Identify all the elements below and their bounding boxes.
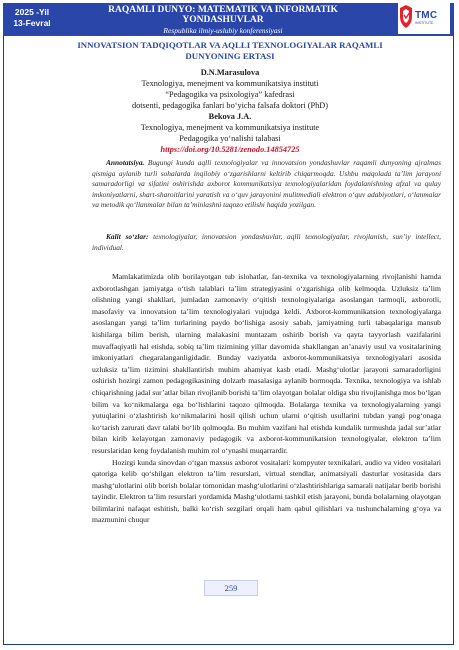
paper-title-line1: INNOVATSION TADQIQOTLAR VA AQLLI TEXNOLOGIYALAR RAQAMLI (77, 40, 383, 50)
conference-title (63, 5, 383, 25)
abstract (92, 158, 441, 211)
date-year: 2025 -Yil (14, 7, 50, 17)
article-body (92, 271, 441, 526)
abstract-label: Annotatsiya. (106, 158, 145, 167)
conference-date (7, 7, 57, 29)
abstract-text: Bugungi kunda aqlli texnologiyalar va innovatsion yondashuvlar raqamli dunyoning ajralmas qismiga aylanib turli sohalarda inqilobiy o‘zgarishlarni keltirib chiqarmoqda. Ushbu maqolada ta’lim jarayoni samaradorligi va sifatini oshirishda axborot kommunikatsiya texnologiyalaridan foydalanishning afzal va qulay imkoniyatlarni, shart-sharoitlarini yaratish va o‘quv jarayonini mulitmediali elektron o‘quv adabiyotlari, o‘lanmalar va metodik qo‘llanmalar bilan ta’minlashni taqozo etilishi haqida yozilgan. (92, 158, 441, 209)
body-paragraph-2: Hozirgi kunda sinovdan o‘tgan maxsus axborot vositalari: kompyuter texnikalari, audio va video vositalari qatoriga kelib qo‘shilgan elektron ta’lim resurslari, virtual stendlar, animatsiyali dasturlar vositasida dars mashg‘ulotlarini olib borish bolalar tomonidan mashg‘ulotlarini o‘zlashtirishlariga samarali natijalar berib borishi tayindir. Elektron ta’lim resurslari yordamida Mashg‘ulotlarni tashkil etish jarayoni, bunda bolalarning olayotgan bilimlarini nafaqat eshitish, balki ko‘rish sezgilari orqali ham qabul qilishlari va tushunchalarning g‘oya va mazmunini chuqur (92, 457, 441, 525)
author1-affiliation1: Texnologiya, menejment va kommunikatsiya instituti (141, 79, 319, 88)
author2-affiliation2: Pedagogika yo‘nalishi talabasi (179, 134, 281, 143)
conference-header (3, 3, 454, 36)
body-paragraph-1: Mamlakatimizda olib borilayotgan tub islohatlar, fan-texnika va texnologiyalarning rivojlanishi hamda axborotlashgan jamiyatga o‘tish talablari ta’lim strategiyasini o‘zgarishiga olib kelmoqda. Uzluksiz ta’lim olishning yangi shakllari, jumladan zamonaviy o‘qitish texnologiyalariga asoslangan tarmoqli, axborotli, masofaviy va innovatsion ta’lim texnologiyalari vujudga keldi. Axborot-kommunikatsion texnologiyalarga asoslangan yangi ta’lim turlarining paydo bo‘lishiga asosiy sabab, jamiyatning turli tabaqalariga mansub kishilarga bilim berish, ularning malakasini muntazam oshirib borish va qayta tayyorlash vazifalarini muvaffaqiyatli hal etishda, sobiq ta’lim tizimining yillar davomida shakllangan an’anaviy usul va vositalarining imkoniyatlari chegaralanganligidadir. Bunday vaziyatda axborot-kommunikatsiya texnologiyalari asosida uzluksiz ta’lim tizimini shakllantirish muhim ahamiyat kasb etadi. Mashg‘ulotlar jarayoni samaradorligini oshirish hozirgi zamon pedagogikasining dolzarb masalasiga aylanib bormoqda. Texnika, texnologiya va ishlab chiqarishning jadal sur’atlar bilan rivojlanib borishi ta’lim olayotgan bolalar oldiga shu rivojlanishga mos bo‘lgan bilim va ko‘nikmalarga ega bo‘lishlarini taqozo qilmoqda. Bolalarga texnika va texnologiyalarning yangi yutuqlarini o‘zlashtirish ko‘nikmalarini hosil qilish uchun ularni o‘qitish usullarini tubdan yangi pog‘onaga ko‘tarish zarurati davr talabi bo‘lib qolmoqda. Bu muhim vazifani hal etishda kundalik turmushda jadal sur’atlar bilan kirib kelayotgan zamonaviy pedagogik va axborot-kommunikatsion texnologiyalar, elektron ta’lim resurslaridan keng foydalanish muhim rol o‘ynashi muqarrardir. (92, 272, 441, 455)
conference-title-line2: YONDASHUVLAR (182, 15, 264, 25)
keywords (92, 232, 441, 253)
author1-name: D.N.Marasulova (200, 68, 260, 77)
keywords-label: Kalit so‘zlar: (106, 232, 149, 241)
tmc-logo (398, 2, 450, 34)
conference-subtitle: Respublika ilmiy-uslubiy konferensiyasi (163, 26, 283, 35)
author1-affiliation2: “Pedagogika va psixologiya” kafedrasi (165, 90, 295, 99)
author2-affiliation1: Texnologiya, menejment va kommunikatsiya institute (140, 123, 320, 132)
paper-title (60, 40, 400, 62)
logo-text: TMC (415, 10, 438, 21)
date-day: 13-Fevral (13, 18, 51, 28)
keywords-text: texnologiyalar, innovatsion yondashuvlar, aqlli texnologiyalar, rivojlanish, sun’iy intellect, individual. (92, 232, 441, 252)
author2-name: Bekova J.A. (208, 112, 252, 121)
conference-title-line1: RAQAMLI DUNYO: MATEMATIK VA INFORMATIK (108, 5, 338, 15)
logo-subtext: INSTITUTE (415, 21, 434, 25)
page-number: 259 (204, 580, 258, 596)
paper-title-line2: DUNYONING ERTASI (185, 51, 275, 61)
doi-link[interactable]: https://doi.org/10.5281/zenodo.14854725 (160, 145, 300, 154)
author1-affiliation3: dotsenti, pedagogika fanlari bo‘yicha falsafa doktori (PhD) (131, 101, 329, 110)
